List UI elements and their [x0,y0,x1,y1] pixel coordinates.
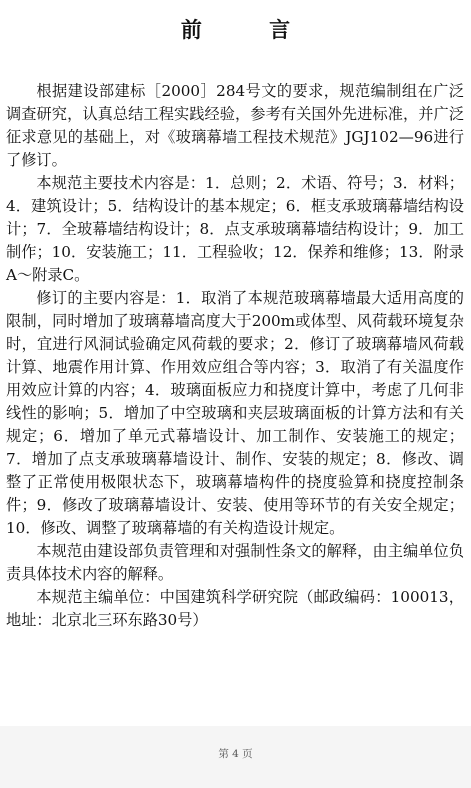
paragraph-revision-basis: 根据建设部建标［2000］284号文的要求，规范编制组在广泛调查研究，认真总结工程实践经验，参考有关国外先进标准，并广泛征求意见的基础上，对《玻璃幕墙工程技术规范》JGJ102—96进行了修订。 [6,82,464,169]
paragraph-management: 本规范由建设部负责管理和对强制性条文的解释，由主编单位负责具体技术内容的解释。 [6,542,464,583]
paragraph-revision-contents: 修订的主要内容是：1．取消了本规范玻璃幕墙最大适用高度的限制，同时增加了玻璃幕墙高度大于200m或体型、风荷载环境复杂时，宜进行风洞试验确定风荷载的要求；2．修订了玻璃幕墙风荷载计算、地震作用计算、作用效应组合等内容；3．取消了有关温度作用效应计算的内容；4．玻璃面板应力和挠度计算中，考虑了几何非线性的影响；5．增加了中空玻璃和夹层玻璃面板的计算方法和有关规定；6．增加了单元式幕墙设计、加工制作、安装施工的规定；7．增加了点支承玻璃幕墙设计、制作、安装的规定；8．修改、调整了正常使用极限状态下，玻璃幕墙构件的挠度验算和挠度控制条件；9．修改了玻璃幕墙设计、安装、使用等环节的有关安全规定；10．修改、调整了玻璃幕墙的有关构造设计规定。 [6,289,464,537]
page-footer [0,726,471,788]
page-number: 第 4 页 [218,748,253,760]
paragraph-chief-editor: 本规范主编单位：中国建筑科学研究院（邮政编码：100013，地址：北京北三环东路30号） [6,588,464,629]
document-body [6,80,464,632]
paragraph-main-contents: 本规范主要技术内容是：1．总则；2．术语、符号；3．材料；4．建筑设计；5．结构设计的基本规定；6．框支承玻璃幕墙结构设计；7．全玻幕墙结构设计；8．点支承玻璃幕墙结构设计；9．加工制作；10．安装施工；11．工程验收；12．保养和维修；13．附录A～附录C。 [6,174,464,284]
page-title: 前 言 [180,17,321,42]
